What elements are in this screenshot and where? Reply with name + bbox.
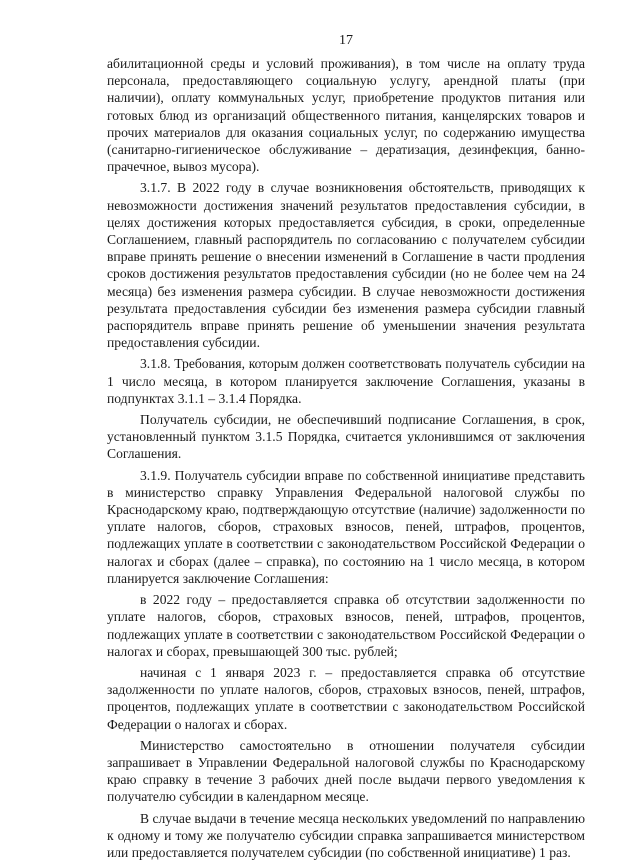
paragraph-2022: в 2022 году – предоставляется справка об отсутствии задолженности по уплате налогов, сборов, страховых взносов, пеней, штрафов, процентов, подлежащих уплате в соответствии с законодательством Российской Федерации о налогах и сборах, превышающей 300 тыс. рублей; xyxy=(107,592,585,659)
paragraph-continuation: абилитационной среды и условий проживания), в том числе на оплату труда персонала, предоставляющего социальную услугу, арендной платы (при наличии), оплату коммунальных услуг, приобретение продуктов питания или готовых блюд из организаций общественного питания, канцелярских товаров и прочих материалов для оказания социальных услуг, по содержанию имущества (санитарно-гигиеническое обслуживание – дератизация, дезинфекция, банно-прачечное, вывоз мусора). xyxy=(107,56,585,175)
paragraph-multiple-notices: В случае выдачи в течение месяца нескольких уведомлений по направлению к одному и тому же получателю субсидии справка запрашивается министерством или предоставляется получателем субсидии (по собственной инициативе) 1 раз. xyxy=(107,810,585,860)
paragraph-3-1-9: 3.1.9. Получатель субсидии вправе по собственной инициативе представить в министерство справку Управления Федеральной налоговой службы по Краснодарскому краю, подтверждающую отсутствие (наличие) задолженности по уплате налогов, сборов, страховых взносов, пеней, штрафов, процентов, подлежащих уплате в соответствии с законодательством Российской Федерации о налогах и сборах (далее – справка), по состоянию на 1 число месяца, в котором планируется заключение Соглашения: xyxy=(107,467,585,586)
paragraph-evasion: Получатель субсидии, не обеспечивший подписание Соглашения, в срок, установленный пунктом 3.1.5 Порядка, считается уклонившимся от заключения Соглашения. xyxy=(107,412,585,462)
paragraph-3-1-7: 3.1.7. В 2022 году в случае возникновения обстоятельств, приводящих к невозможности достижения значений результатов предоставления субсидии, в целях достижения которых предоставляется субсидия, в сроки, определенные Соглашением, главный распорядитель по согласованию с получателем субсидии вправе принять решение о внесении изменений в Соглашение в части продления сроков достижения результатов предоставления субсидии (но не более чем на 24 месяца) без изменения размера субсидии. В случае невозможности достижения результата предоставления субсидии без изменения размера субсидии главный распорядитель вправе принять решение об уменьшении значения результата предоставления субсидии. xyxy=(107,180,585,351)
paragraph-2023: начиная с 1 января 2023 г. – предоставляется справка об отсутствие задолженности по уплате налогов, сборов, страховых взносов, пеней, штрафов, процентов, подлежащих уплате в соответствии с законодательством Российской Федерации о налогах и сборах. xyxy=(107,664,585,732)
page-number: 17 xyxy=(339,33,353,48)
paragraph-3-1-8: 3.1.8. Требования, которым должен соответствовать получатель субсидии на 1 число месяца, в котором планируется заключение Соглашения, указаны в подпунктах 3.1.1 – 3.1.4 Порядка. xyxy=(107,356,585,406)
paragraph-ministry-request: Министерство самостоятельно в отношении получателя субсидии запрашивает в Управлении Федеральной налоговой службы по Краснодарскому краю справку в течение 3 рабочих дней после выдачи первого уведомления к получателю субсидии в календарном месяце. xyxy=(107,737,585,805)
